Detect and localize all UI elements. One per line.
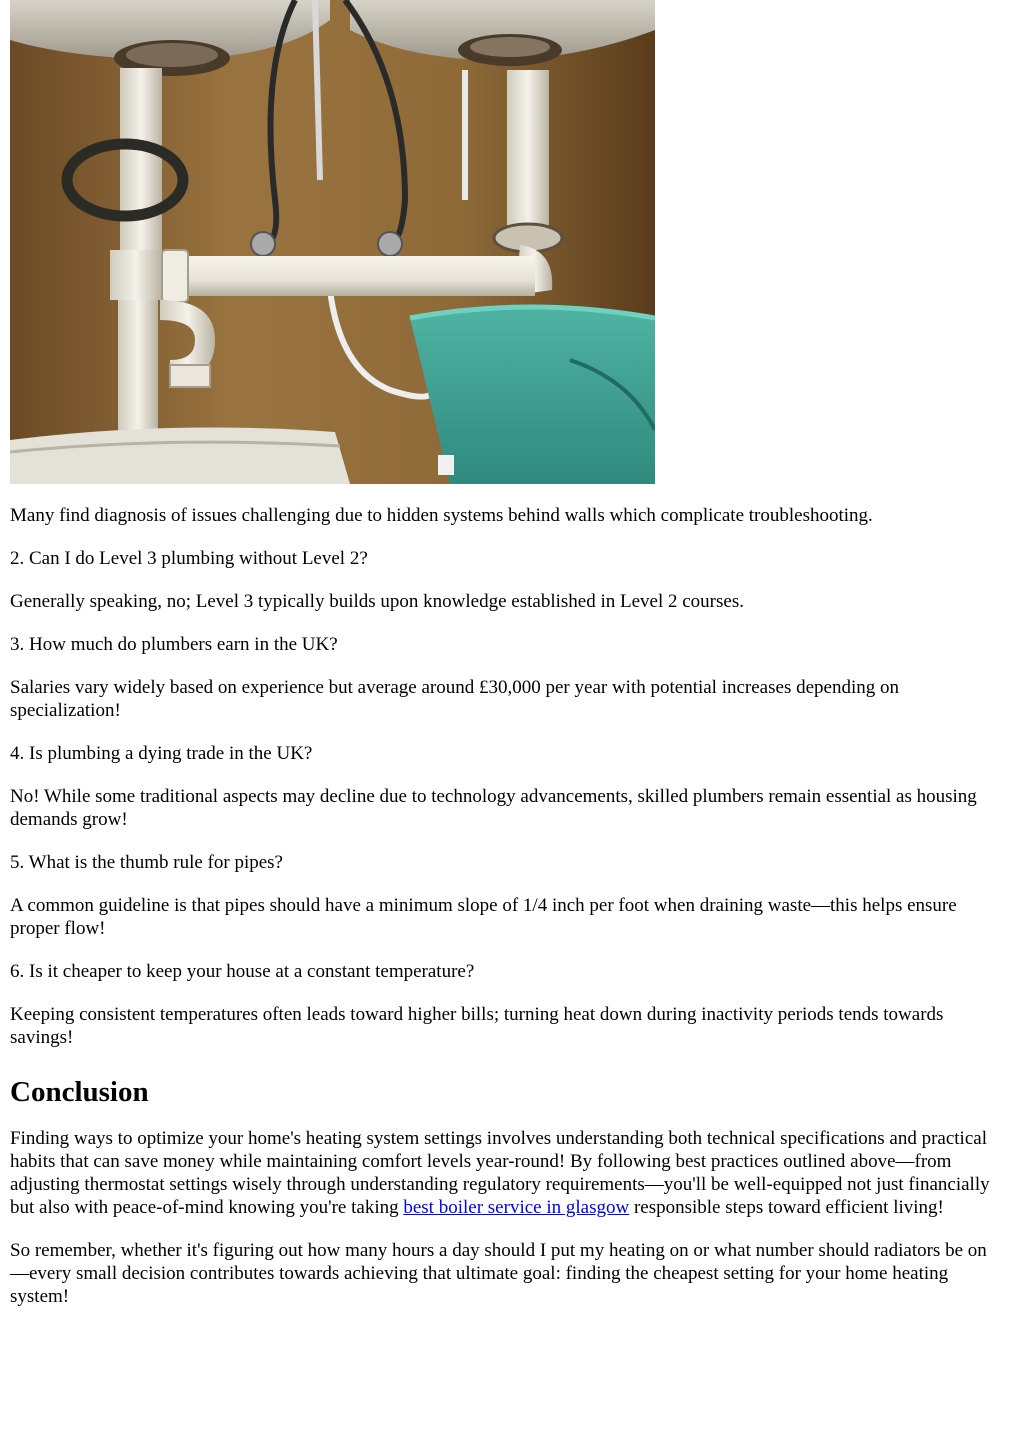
faq-text-1: Many find diagnosis of issues challenging due to hidden systems behind walls which complicate troubleshooting. — [10, 505, 873, 526]
faq-answer-5: A common guideline is that pipes should have a minimum slope of 1/4 inch per foot when draining waste—this helps ensure proper flow! — [10, 895, 957, 939]
conclusion-paragraph-1 — [10, 1127, 1004, 1219]
faq-question-4: 4. Is plumbing a dying trade in the UK? — [10, 743, 313, 764]
faq-question-3: 3. How much do plumbers earn in the UK? — [10, 634, 338, 655]
faq-answer-6: Keeping consistent temperatures often leads toward higher bills; turning heat down during inactivity periods tends towards savings! — [10, 1004, 944, 1048]
conclusion-paragraph-2: So remember, whether it's figuring out how many hours a day should I put my heating on or what number should radiators be on—every small decision contributes towards achieving that ultimate goal: finding the cheapest setting for your home heating system! — [10, 1240, 987, 1307]
under-sink-plumbing-photo — [10, 0, 655, 484]
faq-answer-2: Generally speaking, no; Level 3 typically builds upon knowledge established in Level 2 courses. — [10, 591, 744, 612]
boiler-service-link[interactable]: best boiler service in glasgow — [403, 1197, 630, 1218]
faq-question-2: 2. Can I do Level 3 plumbing without Level 2? — [10, 548, 368, 569]
conclusion-heading: Conclusion — [10, 1076, 149, 1108]
faq-question-5: 5. What is the thumb rule for pipes? — [10, 852, 283, 873]
faq-question-6: 6. Is it cheaper to keep your house at a constant temperature? — [10, 961, 475, 982]
conclusion-text-before-link: Finding ways to optimize your home's heating system settings involves understanding both technical specifications and practical habits that can save money while maintaining comfort levels year-round! By following best practices outlined above—from adjusting thermostat settings wisely through understanding regulatory requirements—you'll be well-equipped not just financially but also with peace-of-mind knowing you're taking — [10, 1128, 990, 1218]
faq-answer-4: No! While some traditional aspects may decline due to technology advancements, skilled plumbers remain essential as housing demands grow! — [10, 786, 977, 830]
faq-answer-3: Salaries vary widely based on experience but average around £30,000 per year with potential increases depending on specialization! — [10, 677, 899, 721]
conclusion-text-after-link: responsible steps toward efficient living! — [629, 1197, 944, 1218]
